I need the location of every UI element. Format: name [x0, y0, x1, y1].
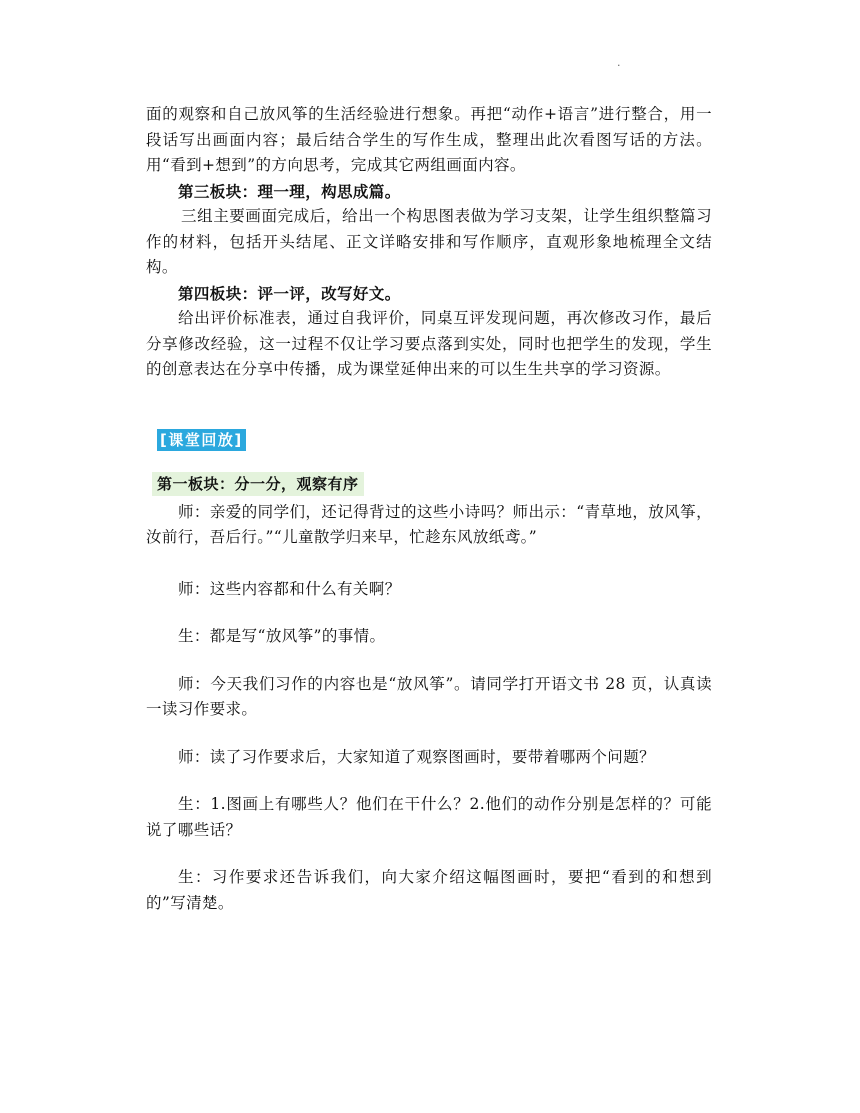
dialog-line: 师：读了习作要求后，大家知道了观察图画时，要带着哪两个问题？: [178, 747, 656, 766]
dialog-line: 生：都是写“放风筝”的事情。: [178, 627, 386, 645]
subsection-title: 第一板块：分一分，观察有序: [152, 472, 364, 496]
dialog-line: 生：1.图画上有哪些人？他们在干什么？2.他们的动作分别是怎样的？可能说了哪些话？: [146, 795, 712, 839]
dialog-line: 生：习作要求还告诉我们，向大家介绍这幅图画时，要把“看到的和想到的”写清楚。: [146, 868, 712, 912]
dialog-line: 师：这些内容都和什么有关啊？: [178, 579, 401, 598]
subsection-header-wrapper: [146, 453, 712, 498]
dialog-line: 师：今天我们习作的内容也是“放风筝”。请同学打开语文书 28 页，认真读一读习作要求。: [146, 674, 712, 718]
paragraph-block-three: 三组主要画面完成后，给出一个构思图表做为学习支架，让学生组织整篇习作的材料，包括开头结尾、正文详略安排和写作顺序，直观形象地梳理全文结构。: [146, 207, 712, 276]
dialog-line: 师：亲爱的同学们，还记得背过的这些小诗吗？师出示：“青草地，放风筝，汝前行，吾后行。”“儿童散学归来早，忙趁东风放纸鸢。”: [146, 502, 712, 546]
heading-block-four: 第四板块：评一评，改写好文。: [178, 283, 401, 303]
paragraph-intro: 面的观察和自己放风筝的生活经验进行想象。再把“动作+语言”进行整合，用一段话写出画面内容；最后结合学生的写作生成，整理出此次看图写话的方法。用“看到+想到”的方向思考，完成其它两组画面内容。: [146, 105, 712, 174]
page-marker: .: [617, 56, 621, 69]
document-body: [146, 102, 712, 916]
heading-block-three: 第三板块：理一理，构思成篇。: [178, 181, 401, 201]
section-badge: [课堂回放]: [157, 429, 246, 451]
section-header-wrapper: [146, 383, 712, 454]
paragraph-block-four: 给出评价标准表，通过自我评价，同桌互评发现问题，再次修改习作，最后分享修改经验，这一过程不仅让学习要点落到实处，同时也把学生的发现，学生的创意表达在分享中传播，成为课堂延伸出来的可以生生共享的学习资源。: [146, 309, 712, 378]
